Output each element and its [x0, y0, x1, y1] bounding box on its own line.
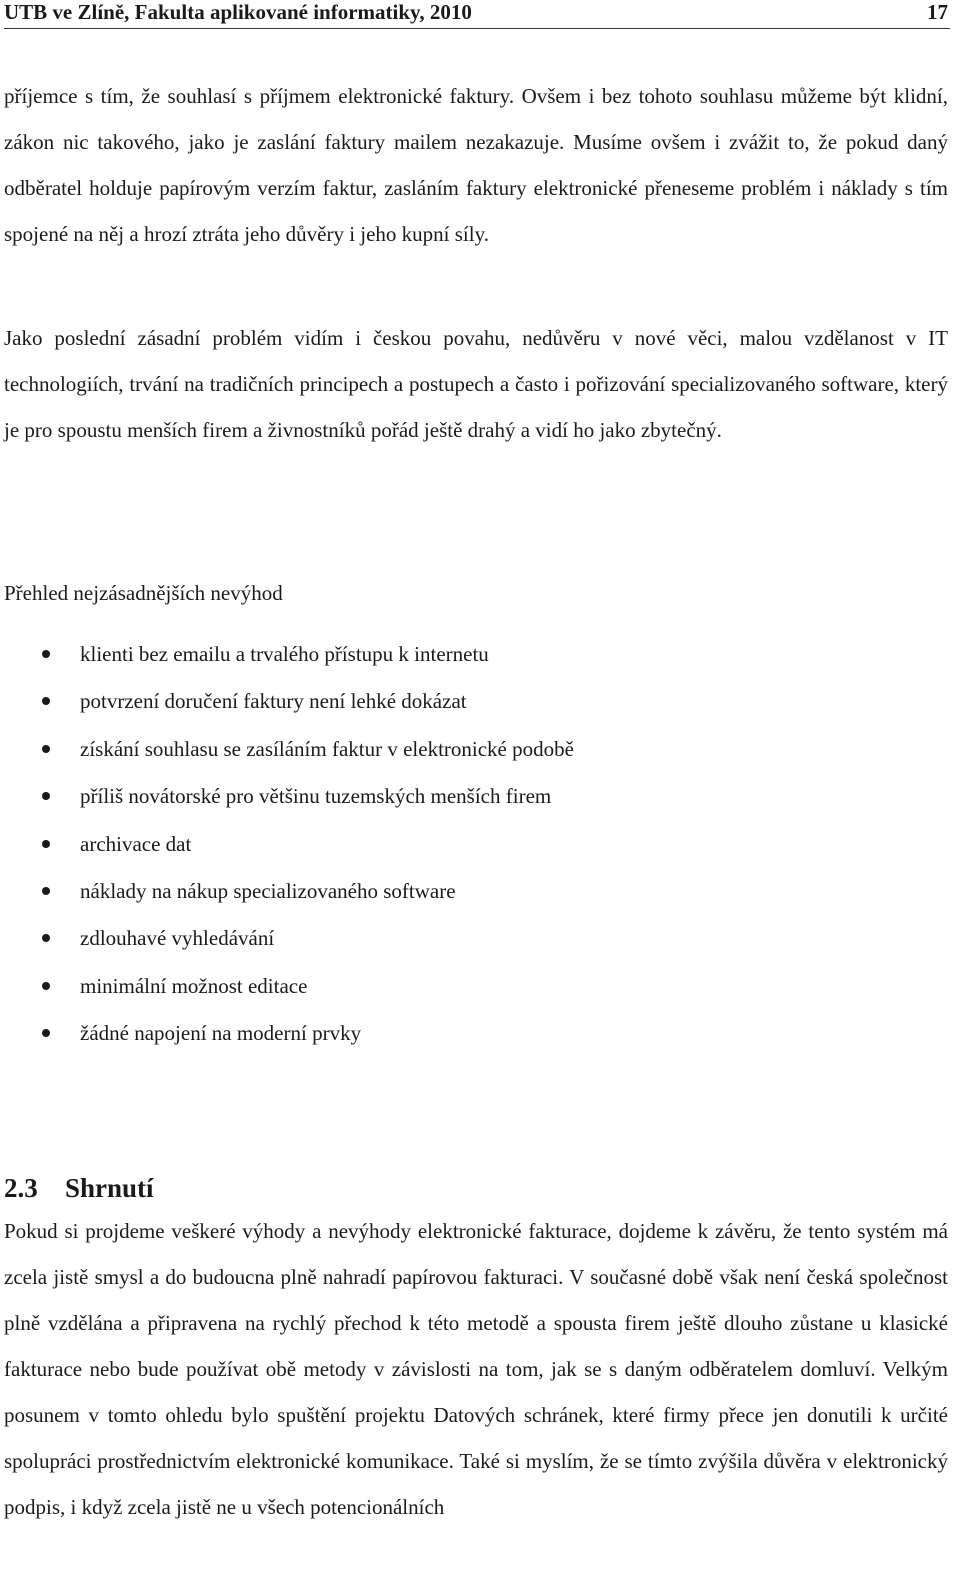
list-item — [0, 821, 940, 868]
list-item-text: náklady na nákup specializovaného software — [80, 878, 456, 903]
bullet-icon — [42, 697, 50, 705]
bullet-icon — [42, 840, 50, 848]
bullet-icon — [42, 887, 50, 895]
list-item-text: zdlouhavé vyhledávání — [80, 926, 275, 951]
header-title: UTB ve Zlíně, Fakulta aplikované informatiky, 2010 — [4, 0, 472, 24]
list-item-text: žádné napojení na moderní prvky — [80, 1021, 362, 1046]
disadvantages-heading: Přehled nejzásadnějších nevýhod — [4, 581, 283, 605]
section-title: Shrnutí — [65, 1173, 154, 1204]
list-item — [0, 868, 940, 915]
section-number: 2.3 — [4, 1173, 38, 1204]
list-item — [0, 678, 940, 725]
list-item-text: příliš novátorské pro většinu tuzemských menších firem — [80, 784, 552, 809]
bullet-icon — [42, 650, 50, 658]
paragraph-czech-mentality: Jako poslední zásadní problém vidím i českou povahu, nedůvěru v nové věci, malou vzdělanost v IT technologiích, trvání na tradičních principech a postupech a často i pořizování specializovaného software, který je pro spoustu menších firem a živnostníků pořád ještě drahý a vidí ho jako zbytečný. — [4, 326, 948, 442]
list-item-text: získání souhlasu se zasíláním faktur v elektronické podobě — [80, 736, 574, 761]
list-item-text: potvrzení doručení faktury není lehké dokázat — [80, 689, 467, 714]
list-item-text: klienti bez emailu a trvalého přístupu k internetu — [80, 642, 489, 666]
paragraph-summary: Pokud si projdeme veškeré výhody a nevýhody elektronické fakturace, dojdeme k závěru, že tento systém má zcela jistě smysl a do budoucna plně nahradí papírovou fakturaci. V současné době však není česká společnost plně vzdělána a připravena na rychlý přechod k této metodě a spousta firem ještě dlouho zůstane u klasické fakturace nebo bude používat obě metody v závislosti na tom, jak se s daným odběratelem domluví. Velkým posunem v tomto ohledu bylo spuštění projektu Datových schránek, které firmy přece jen donutili k určité spolupráci prostřednictvím elektronické komunikace. Také si myslím, že se tímto zvýšila důvěra v elektronický podpis, i když zcela jistě ne u všech potencionálních — [4, 1219, 948, 1519]
list-item-text: archivace dat — [80, 831, 192, 856]
bullet-icon — [42, 982, 50, 990]
bullet-icon — [42, 792, 50, 800]
list-item — [0, 631, 940, 678]
bullet-icon — [42, 934, 50, 942]
running-header — [4, 0, 950, 29]
paragraph-consent: příjemce s tím, že souhlasí s příjmem elektronické faktury. Ovšem i bez tohoto souhlasu můžeme být klidní, zákon nic takového, jako je zaslání faktury mailem nezakazuje. Musíme ovšem i zvážit to, že pokud daný odběratel holduje papírovým verzím faktur, zasláním faktury elektronické přeneseme problém i náklady s tím spojené na něj a hrozí ztráta jeho důvěry i jeho kupní síly. — [4, 84, 948, 246]
bullet-icon — [42, 1029, 50, 1037]
bullet-icon — [42, 745, 50, 753]
page-number: 17 — [927, 0, 948, 24]
list-item — [0, 1010, 940, 1057]
list-item — [0, 773, 940, 820]
list-item — [0, 726, 940, 773]
disadvantages-list — [0, 631, 940, 1058]
list-item-text: minimální možnost editace — [80, 973, 308, 998]
list-item — [0, 963, 940, 1010]
list-item — [0, 915, 940, 962]
section-heading — [4, 1170, 154, 1206]
